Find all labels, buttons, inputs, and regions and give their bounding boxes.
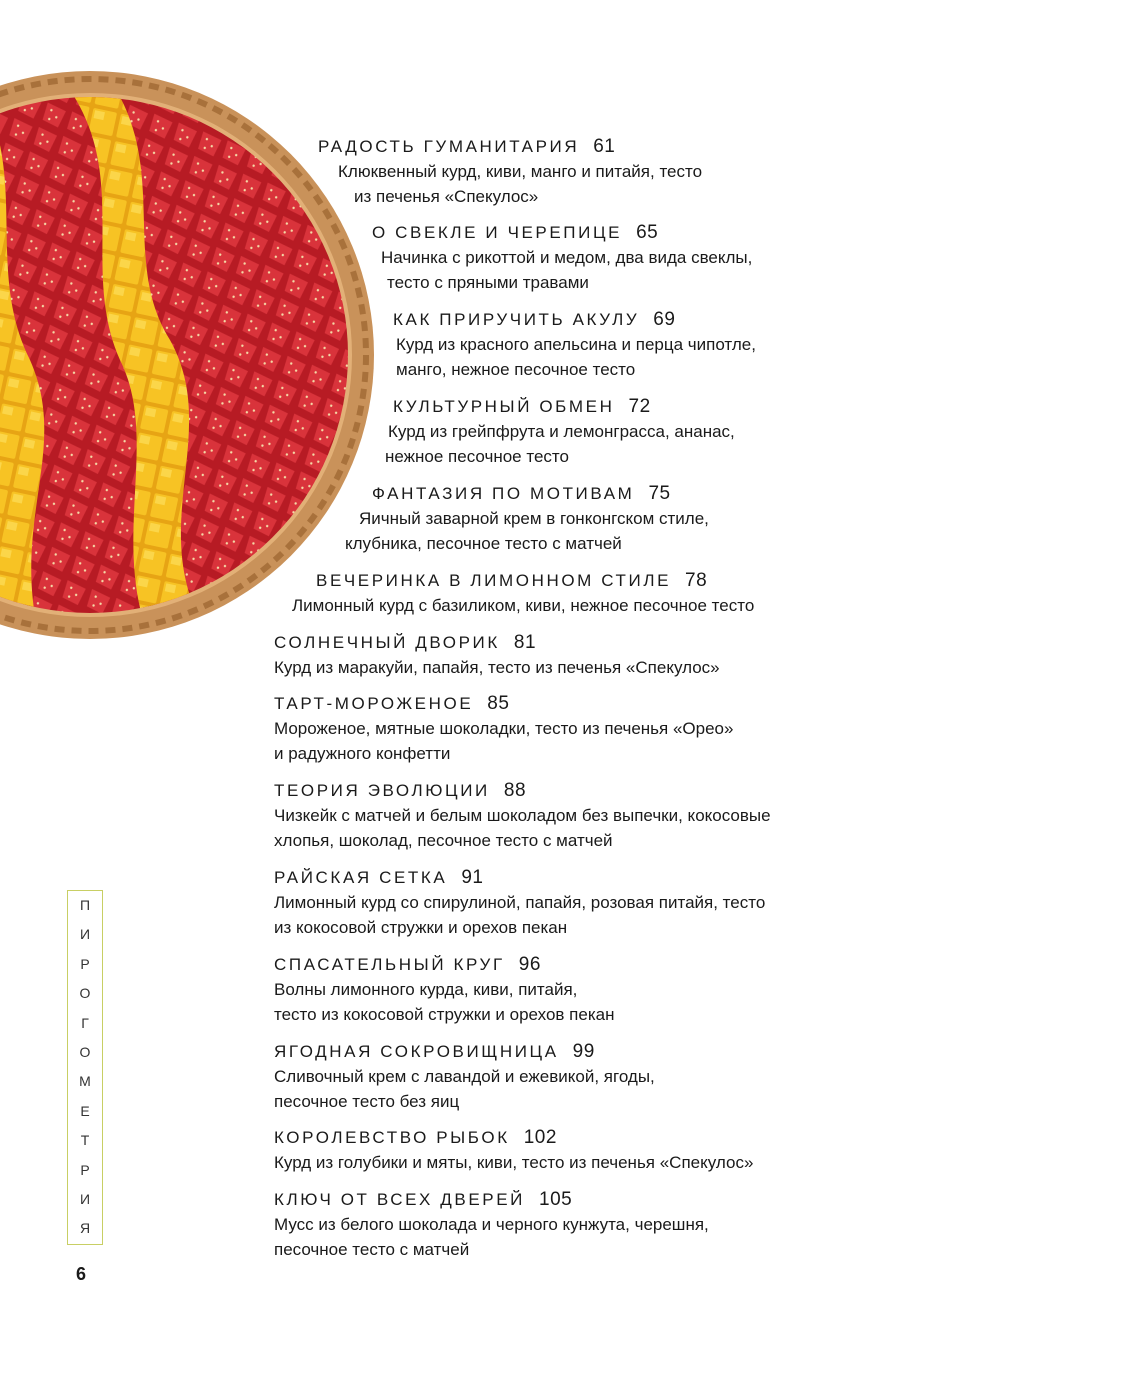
entry-title: ТАРТ-МОРОЖЕНОЕ 85 — [274, 693, 510, 714]
toc-entry-7[interactable] — [274, 631, 720, 680]
toc-entry-8[interactable] — [274, 692, 733, 766]
entry-title: СПАСАТЕЛЬНЫЙ КРУГ 96 — [274, 954, 541, 975]
tart-image — [0, 0, 380, 660]
entry-title: КАК ПРИРУЧИТЬ АКУЛУ 69 — [393, 309, 676, 330]
entry-page: 69 — [653, 309, 676, 330]
toc-entry-2[interactable] — [372, 221, 752, 295]
entry-title: ЯГОДНАЯ СОКРОВИЩНИЦА 99 — [274, 1041, 595, 1062]
entry-description: Курд из маракуйи, папайя, тесто из печенья «Спекулос» — [274, 658, 720, 677]
entry-page: 75 — [648, 483, 671, 504]
entry-title: О СВЕКЛЕ И ЧЕРЕПИЦЕ 65 — [372, 222, 659, 243]
toc-entry-12[interactable] — [274, 1040, 655, 1114]
chapter-side-tab — [67, 890, 103, 1245]
page-number: 6 — [76, 1264, 87, 1284]
toc-entry-4[interactable] — [385, 395, 735, 469]
entry-description: Сливочный крем с лавандой и ежевикой, ягоды, песочное тесто без яиц — [274, 1067, 655, 1111]
toc-entry-10[interactable] — [274, 866, 765, 940]
side-tab-letter: О — [79, 985, 91, 1002]
side-tab-letter: Я — [79, 1220, 91, 1237]
side-tab-letter: И — [79, 1190, 91, 1207]
entry-title: РАДОСТЬ ГУМАНИТАРИЯ 61 — [318, 136, 616, 157]
entry-page: 96 — [518, 954, 541, 975]
toc-entry-5[interactable] — [345, 482, 709, 556]
toc-entry-13[interactable] — [274, 1126, 753, 1175]
entry-title: СОЛНЕЧНЫЙ ДВОРИК 81 — [274, 632, 537, 653]
entry-page: 65 — [636, 222, 659, 243]
tart-photo — [0, 0, 380, 660]
side-tab-letter: О — [79, 1043, 91, 1060]
toc-entry-14[interactable] — [274, 1188, 709, 1262]
entry-page: 99 — [572, 1041, 595, 1062]
entry-description: Лимонный курд с базиликом, киви, нежное песочное тесто — [292, 596, 755, 615]
entry-title: КЛЮЧ ОТ ВСЕХ ДВЕРЕЙ 105 — [274, 1189, 573, 1210]
entry-title: КОРОЛЕВСТВО РЫБОК 102 — [274, 1127, 557, 1148]
entry-description: Клюквенный курд, киви, манго и питайя, тесто из печенья «Спекулос» — [338, 162, 703, 206]
entry-page: 85 — [487, 693, 510, 714]
toc-entry-3[interactable] — [393, 308, 756, 382]
entry-title: ФАНТАЗИЯ ПО МОТИВАМ 75 — [372, 483, 671, 504]
entry-title: КУЛЬТУРНЫЙ ОБМЕН 72 — [393, 396, 651, 417]
side-tab-letter: Г — [81, 1014, 89, 1031]
entry-page: 78 — [685, 570, 708, 591]
entry-page: 81 — [513, 632, 537, 653]
entry-description: Начинка с рикоттой и медом, два вида свеклы, тесто с пряными травами — [381, 248, 753, 292]
entry-description: Яичный заварной крем в гонконгском стиле, клубника, песочное тесто с матчей — [345, 509, 709, 553]
entry-description: Волны лимонного курда, киви, питайя, тесто из кокосовой стружки и орехов пекан — [274, 980, 615, 1024]
side-tab-letter: Р — [80, 1161, 90, 1178]
toc-entry-1[interactable] — [318, 135, 702, 209]
side-tab-letter: М — [79, 1073, 91, 1090]
entry-title: ВЕЧЕРИНКА В ЛИМОННОМ СТИЛЕ 78 — [316, 570, 708, 591]
side-tab-letter: Р — [80, 955, 90, 972]
entry-description: Курд из красного апельсина и перца чипотле, манго, нежное песочное тесто — [396, 335, 756, 379]
toc-entry-9[interactable] — [274, 779, 771, 853]
entry-description: Курд из грейпфрута и лемонграсса, ананас, нежное песочное тесто — [385, 422, 735, 466]
toc-entry-11[interactable] — [274, 953, 614, 1027]
entry-page: 102 — [523, 1127, 557, 1148]
entry-page: 72 — [628, 396, 651, 417]
entry-description: Чизкейк с матчей и белым шоколадом без выпечки, кокосовые хлопья, шоколад, песочное тесто с матчей — [274, 806, 771, 850]
entry-description: Курд из голубики и мяты, киви, тесто из печенья «Спекулос» — [274, 1153, 754, 1172]
entry-page: 61 — [593, 136, 616, 157]
entry-description: Мусс из белого шоколада и черного кунжута, черешня, песочное тесто с матчей — [274, 1215, 709, 1259]
side-tab-letter: И — [79, 926, 91, 943]
entry-description: Лимонный курд со спирулиной, папайя, розовая питайя, тесто из кокосовой стружки и орехов пекан — [274, 893, 766, 937]
entry-page: 91 — [461, 867, 484, 888]
entry-page: 105 — [539, 1189, 573, 1210]
toc-entry-6[interactable] — [292, 569, 755, 618]
entry-description: Мороженое, мятные шоколадки, тесто из печенья «Орео» и радужного конфетти — [274, 719, 734, 763]
entry-title: РАЙСКАЯ СЕТКА 91 — [274, 867, 484, 888]
entry-page: 88 — [503, 780, 527, 801]
entry-title: ТЕОРИЯ ЭВОЛЮЦИИ 88 — [274, 780, 527, 801]
side-tab-letter: Е — [80, 1102, 90, 1119]
side-tab-letter: П — [79, 897, 91, 913]
side-tab-letter: Т — [80, 1132, 90, 1149]
